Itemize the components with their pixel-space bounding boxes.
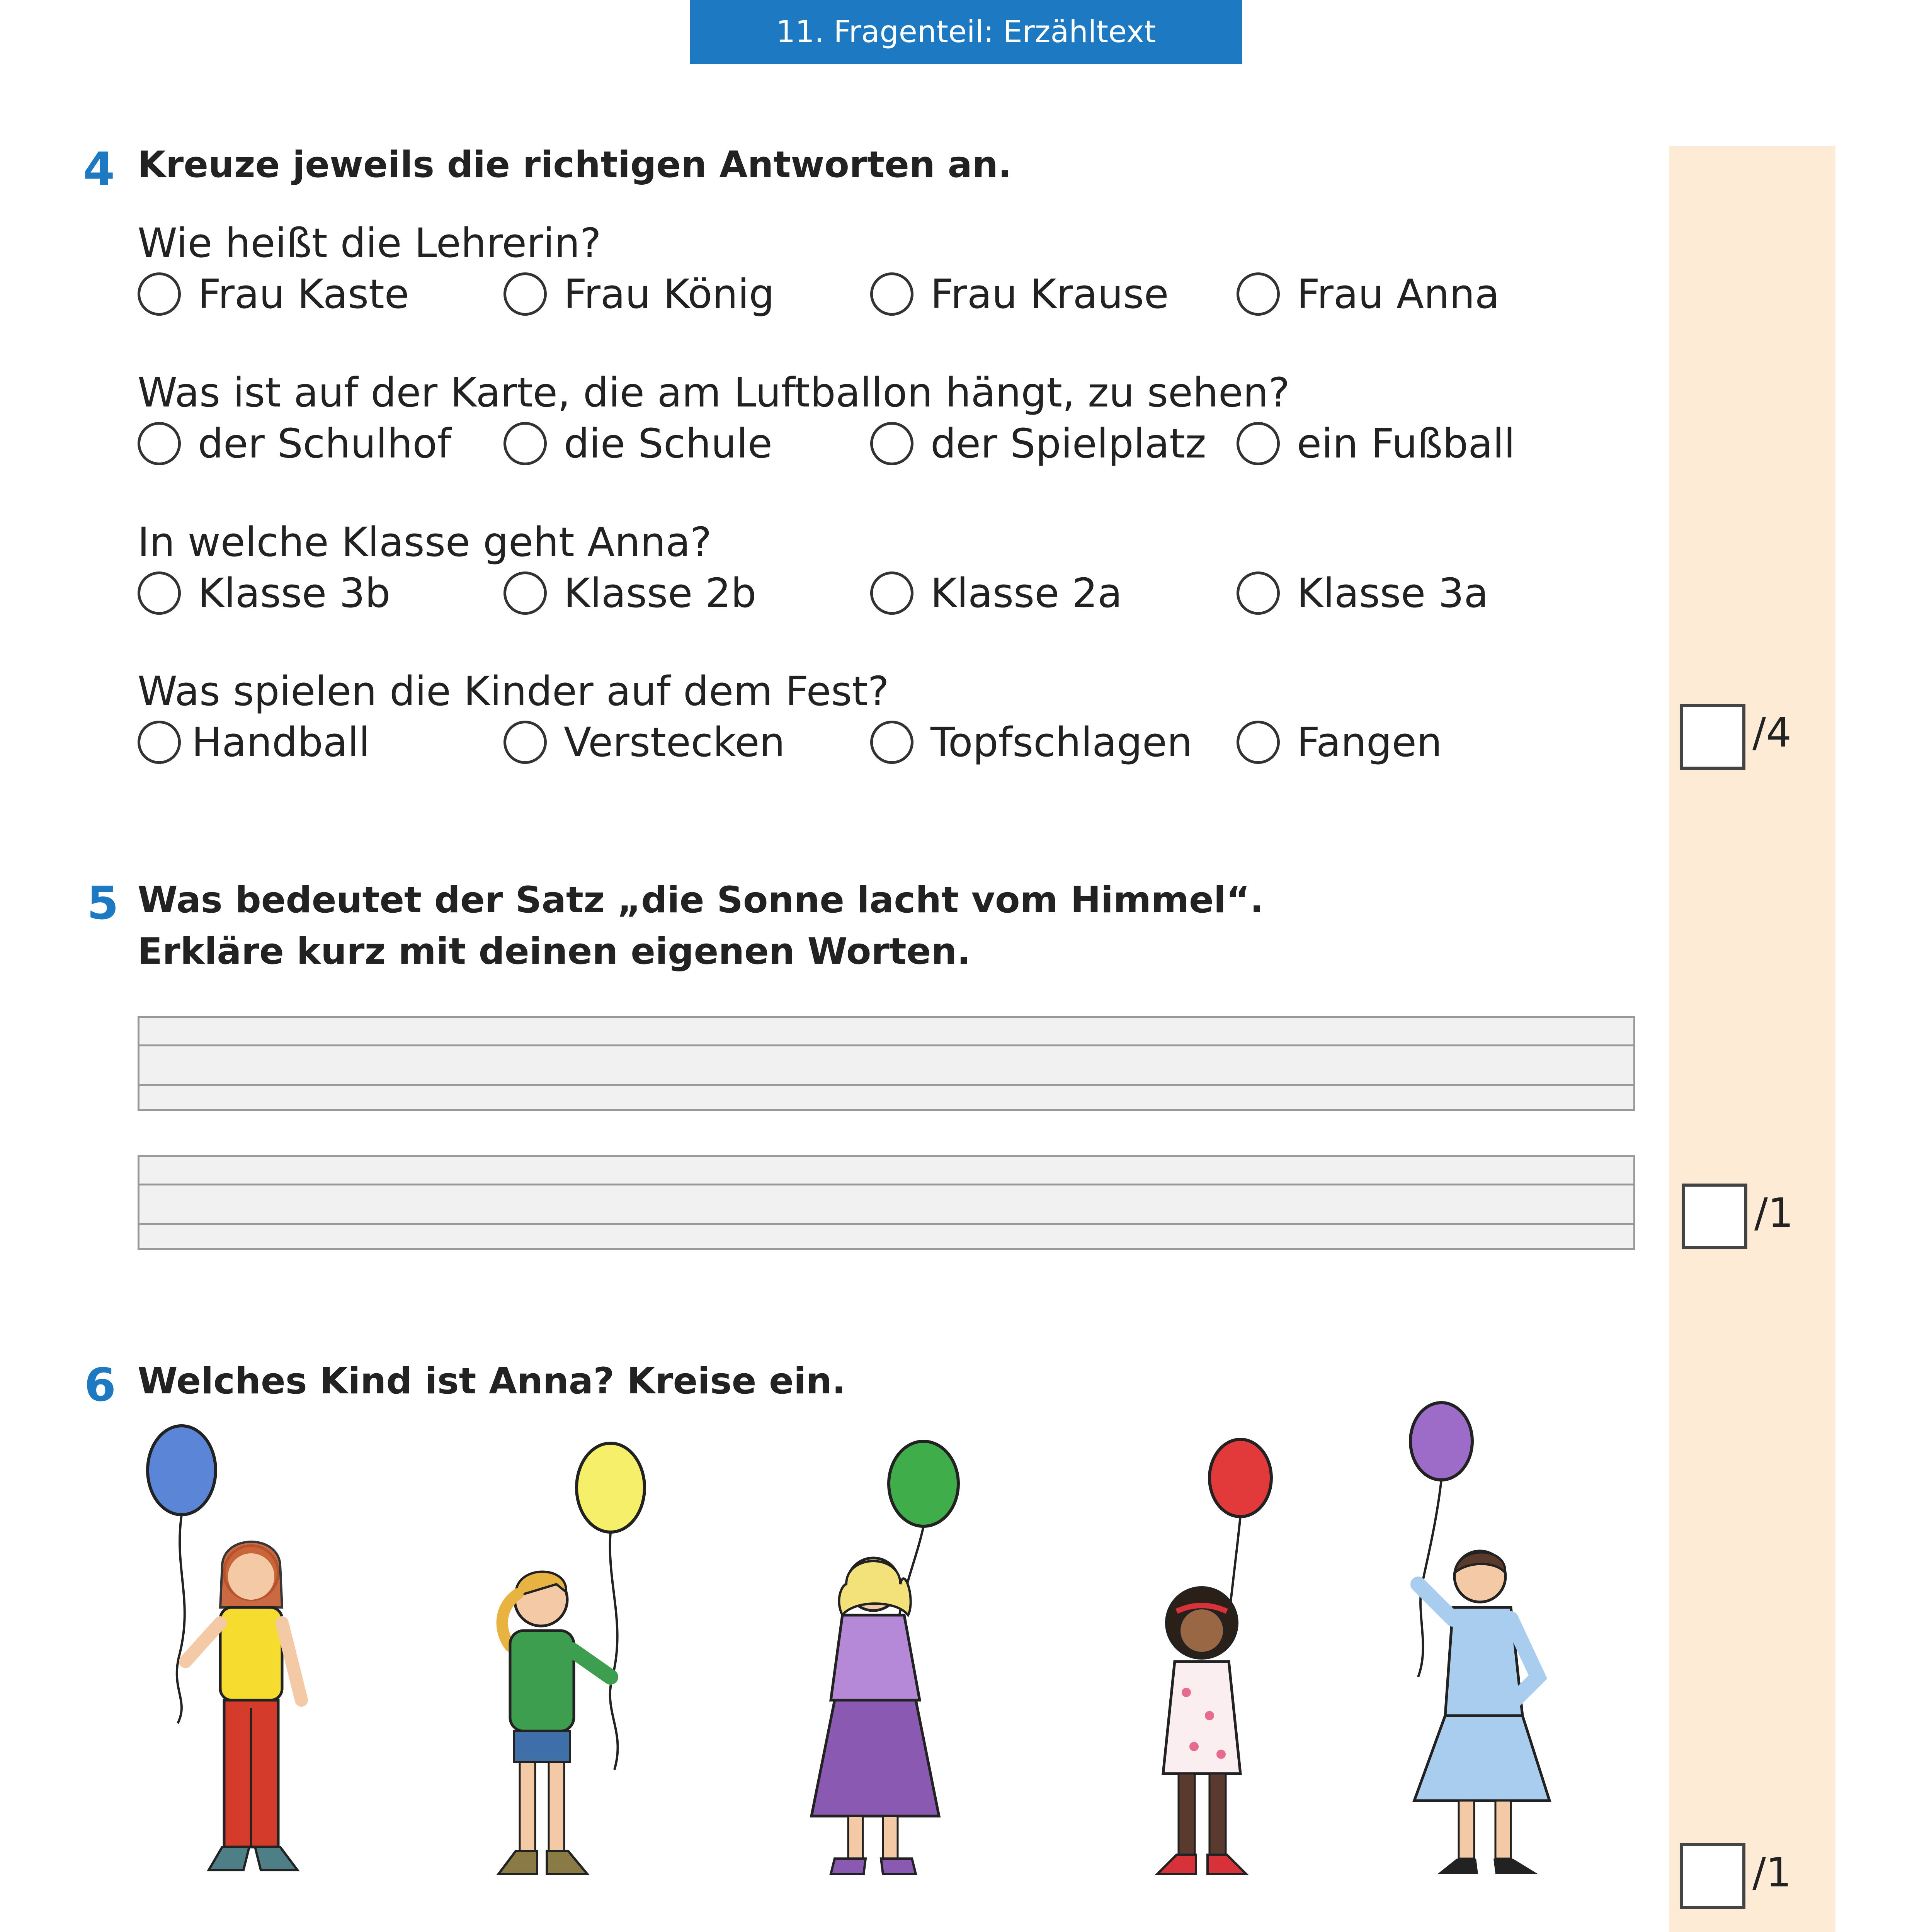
checkbox-circle-icon[interactable] — [138, 571, 181, 615]
answer-option[interactable]: Verstecken — [503, 719, 785, 766]
section-title: 11. Fragenteil: Erzähltext — [776, 14, 1156, 49]
answer-option[interactable]: Fangen — [1237, 719, 1442, 766]
child-with-blue-balloon[interactable] — [148, 1426, 301, 1870]
answer-option[interactable]: ein Fußball — [1237, 420, 1515, 467]
answer-option[interactable]: Topfschlagen — [870, 719, 1192, 766]
answer-option[interactable]: Handball — [138, 719, 370, 766]
answer-option[interactable]: der Schulhof — [138, 420, 451, 467]
answer-option[interactable]: Klasse 2b — [503, 570, 756, 617]
checkbox-circle-icon[interactable] — [503, 571, 547, 615]
checkbox-circle-icon[interactable] — [503, 422, 547, 465]
checkbox-circle-icon[interactable] — [870, 721, 913, 764]
task-number: 6 — [84, 1358, 116, 1412]
children-illustration — [128, 1383, 1635, 1932]
child-with-yellow-balloon[interactable] — [498, 1443, 645, 1874]
score-max: /1 — [1754, 1189, 1794, 1236]
task-number: 5 — [87, 876, 119, 930]
answer-option[interactable]: Klasse 3a — [1237, 570, 1488, 617]
task-title: Welches Kind ist Anna? Kreise ein. — [138, 1360, 846, 1402]
checkbox-circle-icon[interactable] — [870, 272, 913, 316]
checkbox-circle-icon[interactable] — [870, 422, 913, 465]
checkbox-circle-icon[interactable] — [1237, 272, 1280, 316]
answer-option[interactable]: Klasse 3b — [138, 570, 390, 617]
score-max: /1 — [1752, 1849, 1792, 1896]
answer-option[interactable]: Frau König — [503, 270, 774, 318]
writing-lines[interactable] — [138, 1016, 1635, 1111]
checkbox-circle-icon[interactable] — [1237, 571, 1280, 615]
task-title: Kreuze jeweils die richtigen Antworten an. — [138, 144, 1012, 186]
checkbox-circle-icon[interactable] — [138, 422, 181, 465]
checkbox-circle-icon[interactable] — [870, 571, 913, 615]
child-with-purple-balloon[interactable] — [1410, 1403, 1550, 1874]
checkbox-circle-icon[interactable] — [503, 721, 547, 764]
question-text: Was ist auf der Karte, die am Luftballon hängt, zu sehen? — [138, 369, 1290, 416]
answer-option[interactable]: Frau Anna — [1237, 270, 1499, 318]
question-text: Was spielen die Kinder auf dem Fest? — [138, 668, 889, 715]
task-title: Was bedeutet der Satz „die Sonne lacht vom Himmel“. — [138, 879, 1264, 921]
score-column — [1669, 146, 1835, 1932]
checkbox-circle-icon[interactable] — [138, 721, 181, 764]
answer-option[interactable]: Frau Krause — [870, 270, 1169, 318]
answer-option[interactable]: die Schule — [503, 420, 772, 467]
question-text: In welche Klasse geht Anna? — [138, 519, 712, 566]
checkbox-circle-icon[interactable] — [503, 272, 547, 316]
score-max: /4 — [1752, 709, 1792, 756]
score-box[interactable] — [1682, 1184, 1747, 1249]
section-header — [690, 0, 1242, 64]
task-number: 4 — [83, 142, 115, 196]
score-box[interactable] — [1680, 1843, 1745, 1909]
score-box[interactable] — [1680, 704, 1745, 770]
task-title: Erkläre kurz mit deinen eigenen Worten. — [138, 930, 971, 973]
child-with-green-balloon[interactable] — [811, 1441, 958, 1874]
checkbox-circle-icon[interactable] — [1237, 422, 1280, 465]
answer-option[interactable]: Klasse 2a — [870, 570, 1122, 617]
answer-option[interactable]: der Spielplatz — [870, 420, 1206, 467]
question-text: Wie heißt die Lehrerin? — [138, 219, 601, 267]
writing-lines[interactable] — [138, 1155, 1635, 1250]
checkbox-circle-icon[interactable] — [138, 272, 181, 316]
answer-option[interactable]: Frau Kaste — [138, 270, 409, 318]
checkbox-circle-icon[interactable] — [1237, 721, 1280, 764]
child-with-red-balloon[interactable] — [1157, 1439, 1271, 1874]
